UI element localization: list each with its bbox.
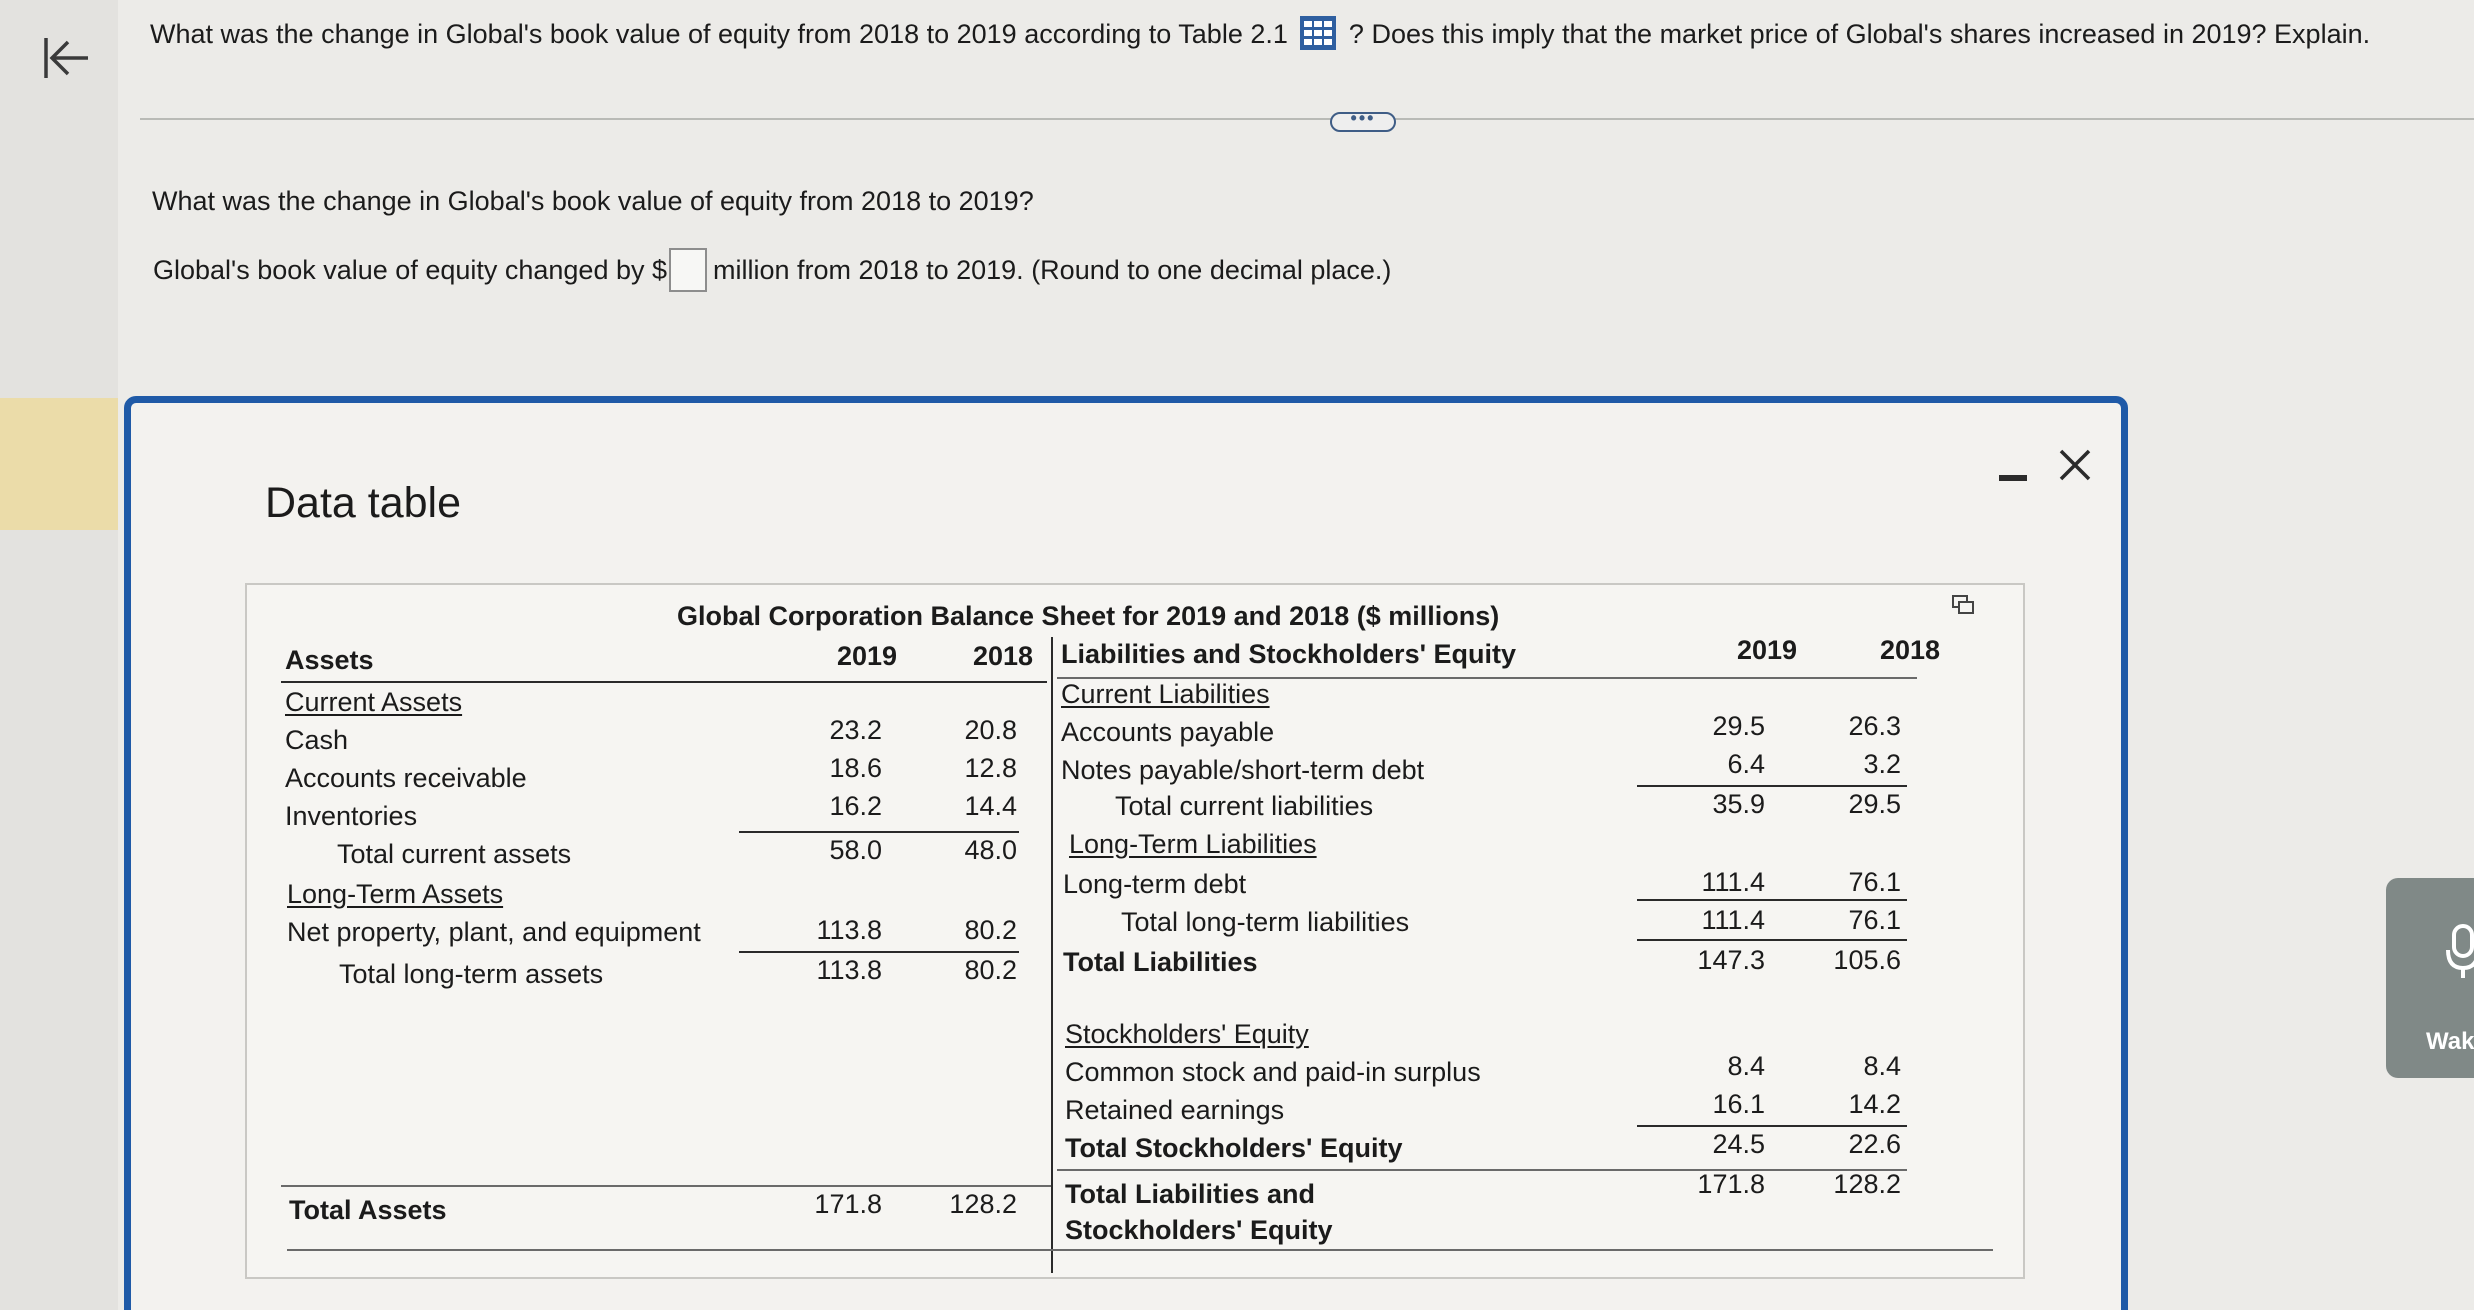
- question-text-part2: ? Does this imply that the market price of Global's shares increased in 2019? Explain.: [1348, 19, 2371, 49]
- total-long-term-liabilities-label: Total long-term liabilities: [1121, 907, 1410, 937]
- total-le-label-line2: Stockholders' Equity: [1065, 1215, 1333, 1245]
- assets-header-rule: [281, 681, 1047, 683]
- copy-icon: [1950, 593, 1976, 619]
- close-button[interactable]: [2051, 441, 2099, 489]
- side-tab[interactable]: [2386, 878, 2474, 1078]
- side-tab-label: Wak: [2426, 1028, 2474, 1055]
- retained-earnings-label: Retained earnings: [1065, 1095, 1285, 1125]
- header-divider: [140, 118, 2474, 120]
- left-strip: [0, 0, 118, 1310]
- left-highlight-marker: [0, 398, 118, 530]
- sheet-title: Global Corporation Balance Sheet for 2019 and 2018 ($ millions): [677, 601, 1500, 631]
- liabilities-header: Liabilities and Stockholders' Equity: [1061, 639, 1517, 669]
- table-grid-icon: [1299, 15, 1337, 51]
- common-stock-2019: 8.4: [1727, 1051, 1765, 1081]
- copy-button[interactable]: [1950, 593, 1976, 619]
- total-le-label-line1: Total Liabilities and: [1065, 1179, 1316, 1209]
- question-text: [150, 12, 2450, 57]
- total-current-liabilities-2018: 29.5: [1848, 789, 1901, 819]
- microphone-icon: [2444, 922, 2474, 982]
- back-to-start-button[interactable]: [34, 26, 98, 90]
- ppe-2019: 113.8: [816, 915, 882, 945]
- total-liabilities-label: Total Liabilities: [1063, 947, 1258, 977]
- total-assets-2018: 128.2: [949, 1189, 1017, 1219]
- notes-payable-2019: 6.4: [1727, 749, 1765, 779]
- current-liabilities-section: Current Liabilities: [1061, 679, 1270, 709]
- total-le-2018: 128.2: [1833, 1169, 1901, 1199]
- inventories-2019: 16.2: [829, 791, 882, 821]
- receivables-2018: 12.8: [964, 753, 1017, 783]
- back-to-start-icon: [38, 30, 94, 86]
- ppe-2018: 80.2: [964, 915, 1017, 945]
- minimize-button[interactable]: [1993, 461, 2033, 491]
- retained-earnings-2019: 16.1: [1712, 1089, 1765, 1119]
- total-long-term-liabilities-2018: 76.1: [1848, 905, 1901, 935]
- notes-payable-2018: 3.2: [1863, 749, 1901, 779]
- long-term-debt-label: Long-term debt: [1063, 869, 1247, 899]
- total-equity-2019: 24.5: [1712, 1129, 1765, 1159]
- total-equity-label: Total Stockholders' Equity: [1065, 1133, 1403, 1163]
- modal-title: Data table: [265, 479, 462, 527]
- close-icon: [2051, 441, 2099, 489]
- long-term-liabilities-section: Long-Term Liabilities: [1069, 829, 1317, 859]
- total-assets-label: Total Assets: [289, 1195, 447, 1225]
- current-assets-subtotal-rule: [739, 831, 1019, 833]
- assets-year-2018-header: 2018: [973, 641, 1034, 671]
- retained-earnings-2018: 14.2: [1848, 1089, 1901, 1119]
- ppe-label: Net property, plant, and equipment: [287, 917, 701, 947]
- sub-question-text: What was the change in Global's book value of equity from 2018 to 2019?: [152, 186, 1034, 216]
- receivables-label: Accounts receivable: [285, 763, 527, 793]
- answer-line: [153, 248, 1391, 292]
- table-bottom-rule: [287, 1249, 1993, 1251]
- liabilities-year-2019-header: 2019: [1737, 635, 1798, 665]
- question-text-part1: What was the change in Global's book value of equity from 2018 to 2019 according to Table 2.1: [150, 19, 1288, 49]
- answer-prefix: Global's book value of equity changed by $: [153, 254, 668, 285]
- long-term-debt-2019: 111.4: [1701, 867, 1765, 897]
- stockholders-equity-section: Stockholders' Equity: [1065, 1019, 1309, 1049]
- long-term-debt-2018: 76.1: [1848, 867, 1901, 897]
- equity-subtotal-rule: [1637, 1125, 1907, 1127]
- total-assets-rule: [281, 1185, 1051, 1187]
- total-current-assets-2019: 58.0: [829, 835, 882, 865]
- ellipsis-icon: •••: [1350, 108, 1376, 128]
- long-term-assets-subtotal-rule: [739, 951, 1019, 953]
- cash-label: Cash: [285, 725, 349, 755]
- total-current-liabilities-2019: 35.9: [1712, 789, 1765, 819]
- total-assets-2019: 171.8: [814, 1189, 882, 1219]
- total-current-assets-label: Total current assets: [337, 839, 572, 869]
- column-divider: [1051, 637, 1053, 1273]
- data-table-modal: [124, 396, 2128, 1310]
- total-equity-2018: 22.6: [1848, 1129, 1901, 1159]
- long-term-liabilities-subtotal-rule: [1637, 899, 1907, 901]
- notes-payable-label: Notes payable/short-term debt: [1061, 755, 1425, 785]
- current-assets-section: Current Assets: [285, 687, 463, 717]
- inventories-label: Inventories: [285, 801, 418, 831]
- total-long-term-assets-2019: 113.8: [816, 955, 882, 985]
- total-current-liabilities-label: Total current liabilities: [1115, 791, 1374, 821]
- balance-sheet-table: [245, 583, 2025, 1279]
- common-stock-label: Common stock and paid-in surplus: [1065, 1057, 1481, 1087]
- table-grid-button[interactable]: [1299, 15, 1337, 51]
- accounts-payable-label: Accounts payable: [1061, 717, 1275, 747]
- long-term-assets-section: Long-Term Assets: [287, 879, 504, 909]
- assets-year-2019-header: 2019: [837, 641, 898, 671]
- answer-input[interactable]: [669, 248, 707, 292]
- liabilities-total-rule: [1637, 939, 1907, 941]
- expand-more-button[interactable]: [1330, 108, 1396, 132]
- assets-header: Assets: [285, 645, 374, 675]
- total-long-term-assets-label: Total long-term assets: [339, 959, 604, 989]
- liabilities-year-2018-header: 2018: [1880, 635, 1941, 665]
- cash-2019: 23.2: [829, 715, 882, 745]
- total-le-2019: 171.8: [1697, 1169, 1765, 1199]
- current-liabilities-subtotal-rule: [1637, 785, 1907, 787]
- total-liabilities-2019: 147.3: [1697, 945, 1765, 975]
- total-current-assets-2018: 48.0: [964, 835, 1017, 865]
- total-liabilities-2018: 105.6: [1833, 945, 1901, 975]
- accounts-payable-2018: 26.3: [1848, 711, 1901, 741]
- accounts-payable-2019: 29.5: [1712, 711, 1765, 741]
- total-long-term-liabilities-2019: 111.4: [1701, 905, 1765, 935]
- receivables-2019: 18.6: [829, 753, 882, 783]
- cash-2018: 20.8: [964, 715, 1017, 745]
- common-stock-2018: 8.4: [1863, 1051, 1901, 1081]
- total-long-term-assets-2018: 80.2: [964, 955, 1017, 985]
- total-le-rule: [1057, 1169, 1907, 1171]
- answer-suffix: million from 2018 to 2019. (Round to one decimal place.): [713, 254, 1392, 285]
- inventories-2018: 14.4: [964, 791, 1017, 821]
